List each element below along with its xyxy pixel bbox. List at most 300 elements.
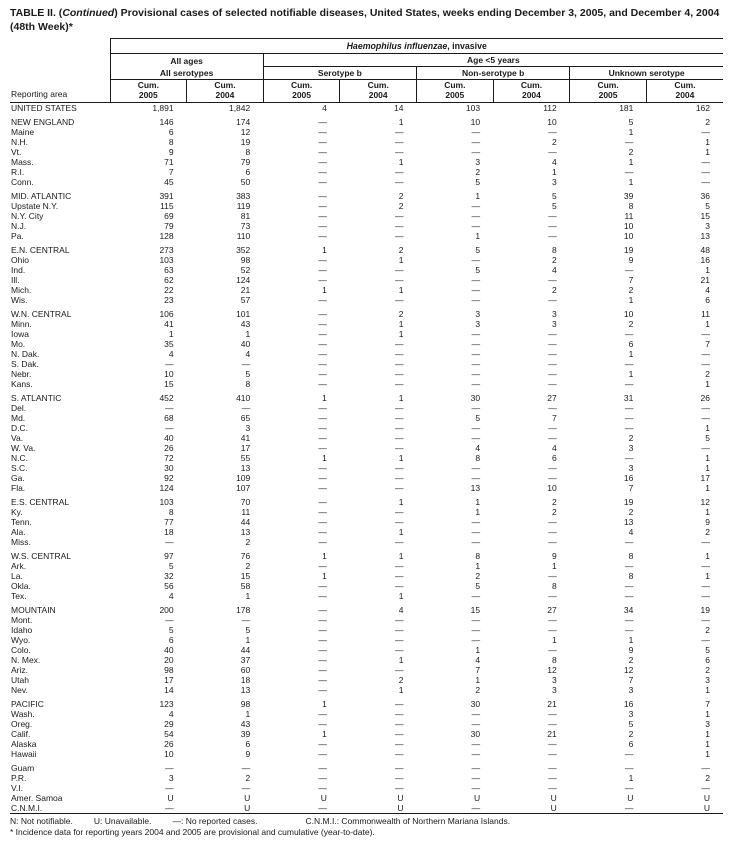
value-cell: — [318, 221, 327, 232]
value-cell: — [318, 379, 327, 390]
table-row [10, 551, 723, 561]
value-cell: — [318, 517, 327, 528]
value-cell: 1 [705, 739, 710, 750]
value-cell: 2 [705, 117, 710, 128]
table-row [10, 561, 723, 571]
cum-label: Cum. [367, 80, 389, 91]
value-cell: — [701, 537, 710, 548]
value-cell: — [318, 309, 327, 320]
value-cell: 16 [700, 255, 710, 266]
value-cell: — [624, 783, 634, 794]
value-cell: 27 [547, 605, 557, 616]
reporting-area-cell: Wash. [11, 709, 35, 720]
value-cell: 4 [475, 655, 481, 666]
value-cell: 1 [705, 709, 710, 720]
value-cell: 5 [245, 625, 251, 636]
reporting-area-cell: N. Mex. [11, 655, 41, 666]
value-cell: 1 [705, 147, 710, 158]
value-cell: 4 [168, 349, 174, 360]
value-cell: 8 [552, 581, 557, 592]
reporting-area-cell: UNITED STATES [11, 103, 77, 114]
value-cell: — [165, 803, 174, 814]
reporting-area-cell: C.N.M.I. [11, 803, 43, 814]
value-cell: 32 [164, 571, 174, 582]
value-cell: U [627, 793, 634, 804]
value-cell: — [318, 359, 327, 370]
col-header-cum-2004 [340, 80, 417, 103]
value-cell: — [624, 329, 634, 340]
col-header-cum-2005 [263, 80, 340, 103]
value-cell: 5 [168, 561, 174, 572]
value-cell: 4 [168, 591, 174, 602]
footnote-incidence-note: * Incidence data for reporting years 2004 and 2005 are provisional and cumulative (year-to-date). [10, 827, 375, 838]
value-cell: — [548, 773, 557, 784]
value-cell: 1 [475, 675, 481, 686]
table-row [10, 127, 723, 137]
footnote-legend [10, 816, 723, 827]
value-cell: — [548, 473, 557, 484]
value-cell: 1 [475, 507, 481, 518]
value-cell: 2 [628, 285, 634, 296]
value-cell: 19 [700, 605, 710, 616]
table-row [10, 571, 723, 581]
table-row [10, 369, 723, 379]
value-cell: — [395, 719, 404, 730]
value-cell: 62 [164, 275, 174, 286]
value-cell: — [471, 403, 481, 414]
table-row [10, 443, 723, 453]
table-row [10, 537, 723, 547]
notifiable-diseases-table [10, 38, 723, 813]
value-cell: — [241, 783, 251, 794]
reporting-area-cell: Ark. [11, 561, 27, 572]
table-row [10, 473, 723, 483]
value-cell: 3 [168, 773, 174, 784]
value-cell: — [395, 645, 404, 656]
reporting-area-cell: Mich. [11, 285, 32, 296]
col-group-age-under5: Age <5 years [263, 54, 723, 67]
value-cell: U [167, 793, 174, 804]
col-header-cum-2004 [187, 80, 264, 103]
reporting-area-cell: Nev. [11, 685, 28, 696]
table-row [10, 413, 723, 423]
value-cell: 10 [164, 749, 174, 760]
reporting-area-cell: Hawaii [11, 749, 37, 760]
value-cell: 7 [628, 275, 634, 286]
value-cell: — [395, 763, 404, 774]
reporting-area-cell: W.N. CENTRAL [11, 309, 72, 320]
value-cell: 29 [164, 719, 174, 730]
reporting-area-cell: PACIFIC [11, 699, 44, 710]
value-cell: 3 [628, 685, 634, 696]
table-row [10, 319, 723, 329]
reporting-area-cell: MID. ATLANTIC [11, 191, 72, 202]
value-cell: 1 [322, 699, 327, 710]
value-cell: — [395, 349, 404, 360]
value-cell: — [318, 275, 327, 286]
value-cell: — [318, 339, 327, 350]
value-cell: — [701, 177, 710, 188]
value-cell: 1 [705, 729, 710, 740]
value-cell: 5 [705, 433, 710, 444]
value-cell: — [395, 463, 404, 474]
value-cell: 48 [700, 245, 710, 256]
value-cell: 8 [628, 551, 634, 562]
value-cell: 410 [236, 393, 251, 404]
value-cell: 3 [705, 675, 710, 686]
value-cell: 15 [470, 605, 481, 616]
reporting-area-header: Reporting area [10, 39, 110, 103]
table-row [10, 379, 723, 389]
value-cell: 13 [623, 517, 634, 528]
value-cell: 7 [705, 699, 710, 710]
table-title-line2: (48th Week)* [10, 20, 73, 33]
value-cell: 2 [552, 137, 557, 148]
value-cell: — [318, 655, 327, 666]
table-row [10, 137, 723, 147]
title-continued: Continued [62, 7, 115, 19]
value-cell: 124 [159, 483, 174, 494]
value-cell: 10 [547, 483, 557, 494]
table-row [10, 167, 723, 177]
value-cell: 70 [240, 497, 251, 508]
table-row [10, 201, 723, 211]
value-cell: 77 [164, 517, 174, 528]
table-row [10, 655, 723, 665]
cum-label: Cum. [290, 80, 313, 91]
col-group-all-serotypes: All serotypes [110, 67, 263, 80]
col-group-serotype-b: Serotype b [263, 67, 416, 80]
value-cell: — [318, 581, 327, 592]
reporting-area-cell: Ohio [11, 255, 29, 266]
value-cell: — [701, 581, 710, 592]
title-text: ) Provisional cases of selected notifiable diseases, United States, weeks ending December 3, 2005, and December 4, 2004 [114, 7, 720, 19]
value-cell: 1 [322, 453, 327, 464]
value-cell: 31 [623, 393, 634, 404]
value-cell: 1 [398, 255, 404, 266]
value-cell: 181 [619, 103, 634, 114]
value-cell: — [624, 403, 634, 414]
table-row [10, 255, 723, 265]
value-cell: — [471, 349, 481, 360]
value-cell: — [165, 359, 174, 370]
value-cell: 3 [475, 319, 481, 330]
value-cell: — [548, 749, 557, 760]
value-cell: — [318, 211, 327, 222]
value-cell: — [471, 537, 481, 548]
value-cell: — [318, 413, 327, 424]
disease-name-rest: , invasive [447, 41, 487, 52]
value-cell: U [550, 793, 557, 804]
reporting-area-cell: Maine [11, 127, 35, 138]
value-cell: — [395, 339, 404, 350]
value-cell: 1 [552, 635, 557, 646]
value-cell: — [318, 709, 327, 720]
value-cell: — [471, 739, 481, 750]
value-cell: 8 [245, 379, 251, 390]
value-cell: 200 [159, 605, 174, 616]
value-cell: — [701, 157, 710, 168]
table-row [10, 329, 723, 339]
value-cell: — [548, 369, 557, 380]
value-cell: 15 [700, 211, 710, 222]
value-cell: 60 [240, 665, 251, 676]
year-label: 2004 [521, 89, 541, 100]
value-cell: — [395, 561, 404, 572]
reporting-area-cell: Guam [11, 763, 35, 774]
value-cell: 1 [705, 483, 710, 494]
value-cell: 1 [322, 393, 327, 404]
reporting-area-cell: S. ATLANTIC [11, 393, 62, 404]
value-cell: 34 [623, 605, 634, 616]
value-cell: — [548, 463, 557, 474]
value-cell: 5 [552, 191, 557, 202]
value-cell: 2 [628, 147, 634, 158]
value-cell: — [318, 605, 327, 616]
value-cell: U [703, 803, 710, 814]
value-cell: 178 [236, 605, 251, 616]
value-cell: 41 [240, 433, 251, 444]
reporting-area-cell: P.R. [11, 773, 27, 784]
value-cell: 1 [628, 127, 634, 138]
reporting-area-cell: R.I. [11, 167, 25, 178]
table-row [10, 685, 723, 695]
value-cell: — [165, 403, 174, 414]
reporting-area-cell: Ind. [11, 265, 26, 276]
value-cell: — [471, 749, 481, 760]
reporting-area-cell: Kans. [11, 379, 33, 390]
value-cell: 5 [628, 719, 634, 730]
value-cell: — [395, 635, 404, 646]
value-cell: 6 [245, 167, 251, 178]
value-cell: — [318, 625, 327, 636]
value-cell: — [624, 359, 634, 370]
col-header-cum-2004 [646, 80, 723, 103]
value-cell: — [395, 433, 404, 444]
value-cell: 110 [236, 231, 251, 242]
reporting-area-cell: Tex. [11, 591, 27, 602]
reporting-area-cell: Mass. [11, 157, 34, 168]
reporting-area-cell: Va. [11, 433, 24, 444]
value-cell: 21 [700, 275, 710, 286]
value-cell: 3 [552, 309, 557, 320]
value-cell: 10 [623, 309, 634, 320]
value-cell: 4 [322, 103, 327, 114]
value-cell: — [395, 625, 404, 636]
value-cell: 3 [705, 719, 710, 730]
table-row [10, 625, 723, 635]
table-row [10, 117, 723, 127]
value-cell: — [471, 255, 481, 266]
value-cell: 1 [705, 507, 710, 518]
value-cell: 3 [552, 675, 557, 686]
value-cell: 7 [552, 413, 557, 424]
value-cell: 98 [240, 255, 251, 266]
table-row [10, 773, 723, 783]
year-label: 2004 [675, 89, 695, 100]
value-cell: 98 [164, 665, 174, 676]
value-cell: 92 [164, 473, 174, 484]
reporting-area-cell: Amer. Samoa [11, 793, 63, 804]
value-cell: 1 [475, 231, 481, 242]
value-cell: — [395, 537, 404, 548]
value-cell: — [624, 581, 634, 592]
table-row [10, 729, 723, 739]
value-cell: 3 [475, 157, 481, 168]
value-cell: 6 [705, 295, 710, 306]
value-cell: — [318, 403, 327, 414]
value-cell: 56 [164, 581, 174, 592]
value-cell: 1 [475, 645, 481, 656]
value-cell: 21 [547, 729, 557, 740]
value-cell: 1 [552, 167, 557, 178]
reporting-area-cell: Vt. [11, 147, 22, 158]
reporting-area-cell: Ill. [11, 275, 20, 286]
value-cell: — [471, 517, 481, 528]
value-cell: 16 [623, 699, 634, 710]
value-cell: — [471, 463, 481, 474]
reporting-area-cell: Pa. [11, 231, 24, 242]
value-cell: — [471, 625, 481, 636]
reporting-area-cell: D.C. [11, 423, 28, 434]
value-cell: 21 [240, 285, 251, 296]
reporting-area-cell: N.H. [11, 137, 28, 148]
value-cell: 58 [240, 581, 251, 592]
value-cell: 45 [164, 177, 174, 188]
value-cell: 19 [240, 137, 251, 148]
table-row [10, 507, 723, 517]
value-cell: — [395, 773, 404, 784]
value-cell: 103 [159, 497, 174, 508]
value-cell: — [471, 137, 481, 148]
value-cell: — [395, 739, 404, 750]
cum-label: Cum. [674, 80, 696, 91]
table-row [10, 359, 723, 369]
value-cell: — [548, 719, 557, 730]
value-cell: — [318, 645, 327, 656]
value-cell: 107 [236, 483, 251, 494]
value-cell: 63 [164, 265, 174, 276]
table-row [10, 739, 723, 749]
year-label: 2004 [215, 89, 235, 100]
col-group-unknown-serotype: Unknown serotype [570, 67, 723, 80]
value-cell: 2 [475, 571, 481, 582]
value-cell: 2 [398, 201, 404, 212]
value-cell: — [471, 359, 481, 370]
value-cell: 1 [398, 453, 404, 464]
value-cell: — [318, 191, 327, 202]
table-row [10, 349, 723, 359]
value-cell: — [548, 147, 557, 158]
table-row [10, 749, 723, 759]
year-label: 2005 [292, 89, 312, 100]
value-cell: — [548, 211, 557, 222]
value-cell: — [548, 763, 557, 774]
value-cell: 2 [398, 309, 404, 320]
value-cell: 4 [552, 157, 557, 168]
value-cell: 3 [552, 319, 557, 330]
value-cell: — [318, 423, 327, 434]
value-cell: 30 [470, 729, 481, 740]
reporting-area-cell: Mo. [11, 339, 26, 350]
value-cell: — [624, 167, 634, 178]
col-header-cum-2005 [417, 80, 494, 103]
value-cell: 2 [628, 655, 634, 666]
value-cell: 12 [240, 127, 251, 138]
value-cell: — [624, 803, 634, 814]
value-cell: 5 [475, 177, 481, 188]
value-cell: 4 [475, 443, 481, 454]
value-cell: 1 [628, 295, 634, 306]
value-cell: — [548, 329, 557, 340]
value-cell: — [701, 413, 710, 424]
reporting-area-cell: Alaska [11, 739, 37, 750]
value-cell: 2 [705, 527, 710, 538]
year-label: 2005 [445, 89, 465, 100]
value-cell: 2 [398, 245, 404, 256]
value-cell: 65 [240, 413, 251, 424]
value-cell: 3 [628, 443, 634, 454]
value-cell: 8 [552, 245, 557, 256]
value-cell: 391 [159, 191, 174, 202]
value-cell: 98 [240, 699, 251, 710]
value-cell: — [701, 403, 710, 414]
table-row [10, 497, 723, 507]
table-row [10, 581, 723, 591]
value-cell: 41 [164, 319, 174, 330]
value-cell: 1 [322, 551, 327, 562]
value-cell: — [395, 221, 404, 232]
value-cell: 1 [245, 635, 251, 646]
value-cell: — [701, 167, 710, 178]
cum-label: Cum. [444, 80, 466, 91]
value-cell: 30 [470, 699, 481, 710]
value-cell: — [624, 453, 634, 464]
table-row [10, 191, 723, 201]
value-cell: — [701, 127, 710, 138]
value-cell: — [395, 275, 404, 286]
footnote-unavailable: U: Unavailable. [93, 816, 152, 827]
reporting-area-cell: W. Va. [11, 443, 36, 454]
reporting-area-cell: Utah [11, 675, 29, 686]
value-cell: 2 [628, 507, 634, 518]
value-cell: 30 [470, 393, 481, 404]
value-cell: — [318, 443, 327, 454]
value-cell: 2 [398, 675, 404, 686]
value-cell: — [471, 369, 481, 380]
reporting-area-cell: N.C. [11, 453, 28, 464]
value-cell: 40 [164, 433, 174, 444]
value-cell: — [395, 709, 404, 720]
value-cell: 6 [628, 339, 634, 350]
table-row [10, 793, 723, 803]
reporting-area-cell: Minn. [11, 319, 32, 330]
value-cell: 13 [700, 231, 710, 242]
value-cell: — [701, 783, 710, 794]
value-cell: 2 [705, 665, 710, 676]
value-cell: 5 [475, 245, 481, 256]
value-cell: — [624, 615, 634, 626]
value-cell: 13 [470, 483, 481, 494]
value-cell: 15 [240, 571, 251, 582]
value-cell: — [548, 339, 557, 350]
value-cell: 57 [240, 295, 251, 306]
value-cell: 21 [547, 699, 557, 710]
value-cell: 1 [705, 551, 710, 562]
value-cell: — [471, 783, 481, 794]
value-cell: 128 [159, 231, 174, 242]
cum-label: Cum. [597, 80, 619, 91]
